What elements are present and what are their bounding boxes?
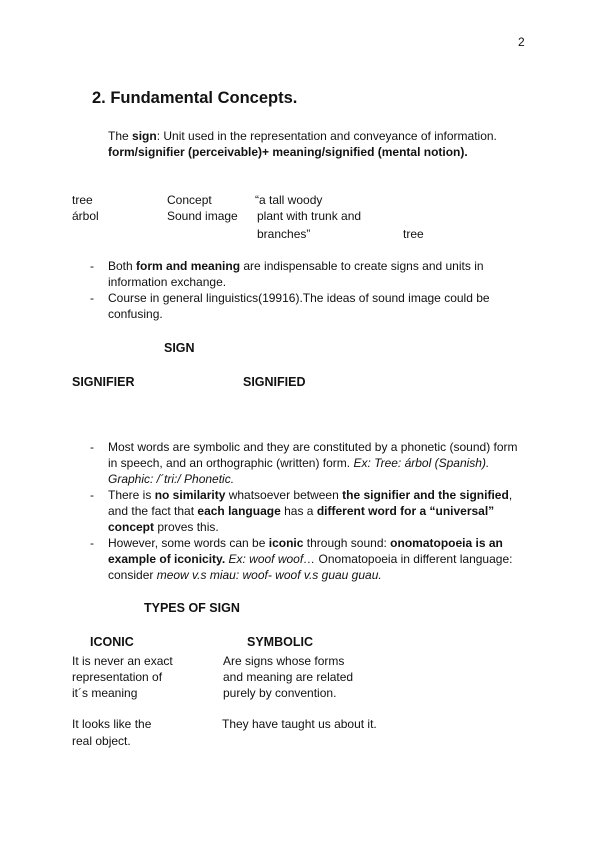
- types-heading: TYPES OF SIGN: [144, 601, 240, 615]
- symbolic-heading: SYMBOLIC: [247, 635, 313, 649]
- sign-formula: [108, 144, 468, 160]
- list-item: - Most words are symbolic and they are constituted by a phonetic (sound) form in speech, and an orthographic (written) form. Ex: Tree: árbol (Spanish). Graphic: /´tri:/ Phonetic.: [90, 439, 522, 487]
- example-word-en: tree: [72, 193, 93, 207]
- signifier-heading: SIGNIFIER: [72, 375, 135, 389]
- example-definition-line3: branches”: [257, 227, 311, 241]
- symbolic-line-2: and meaning are related: [223, 670, 354, 684]
- example-sound-image-label: Sound image: [167, 209, 238, 223]
- sign-formula-text: form/signifier (perceivable)+ meaning/signified (mental notion).: [108, 145, 468, 159]
- sign-heading: SIGN: [164, 341, 195, 355]
- sign-def-post: : Unit used in the representation and conveyance of information.: [156, 129, 497, 143]
- iconic-line-5: real object.: [72, 734, 131, 748]
- list-item: - However, some words can be iconic through sound: onomatopoeia is an example of iconicity. Ex: woof woof… Onomatopoeia in different language: consider meow v.s miau: woof- woof v.s guau guau.: [90, 535, 522, 583]
- iconic-line-4: It looks like the: [72, 717, 152, 731]
- section-title: 2. Fundamental Concepts.: [92, 89, 298, 107]
- sign-definition: [108, 128, 497, 144]
- symbolic-line-1: Are signs whose forms: [223, 654, 345, 668]
- list-item: - There is no similarity whatsoever between the signifier and the signified, and the fact that each language has a different word for a “universal” concept proves this.: [90, 487, 522, 535]
- example-word-es: árbol: [72, 209, 99, 223]
- bullet-list-2: [90, 439, 522, 583]
- symbolic-line-4: They have taught us about it.: [222, 717, 377, 731]
- sign-def-pre: The: [108, 129, 133, 143]
- iconic-line-3: it´s meaning: [72, 686, 138, 700]
- example-definition-line2: plant with trunk and: [257, 209, 362, 223]
- sign-term: sign: [132, 129, 157, 143]
- list-item: - Course in general linguistics(19916).The ideas of sound image could be confusing.: [90, 290, 510, 322]
- example-definition-line1: “a tall woody: [255, 193, 323, 207]
- symbolic-line-3: purely by convention.: [223, 686, 337, 700]
- iconic-heading: ICONIC: [90, 635, 134, 649]
- signified-heading: SIGNIFIED: [243, 375, 306, 389]
- iconic-line-2: representation of: [72, 670, 163, 684]
- list-item: - Both form and meaning are indispensable to create signs and units in information exchange.: [90, 258, 510, 290]
- bullet-list-1: [90, 258, 510, 322]
- iconic-line-1: It is never an exact: [72, 654, 173, 668]
- example-concept-label: Concept: [167, 193, 212, 207]
- page-number: 2: [518, 35, 525, 49]
- example-tree-right: tree: [403, 227, 424, 241]
